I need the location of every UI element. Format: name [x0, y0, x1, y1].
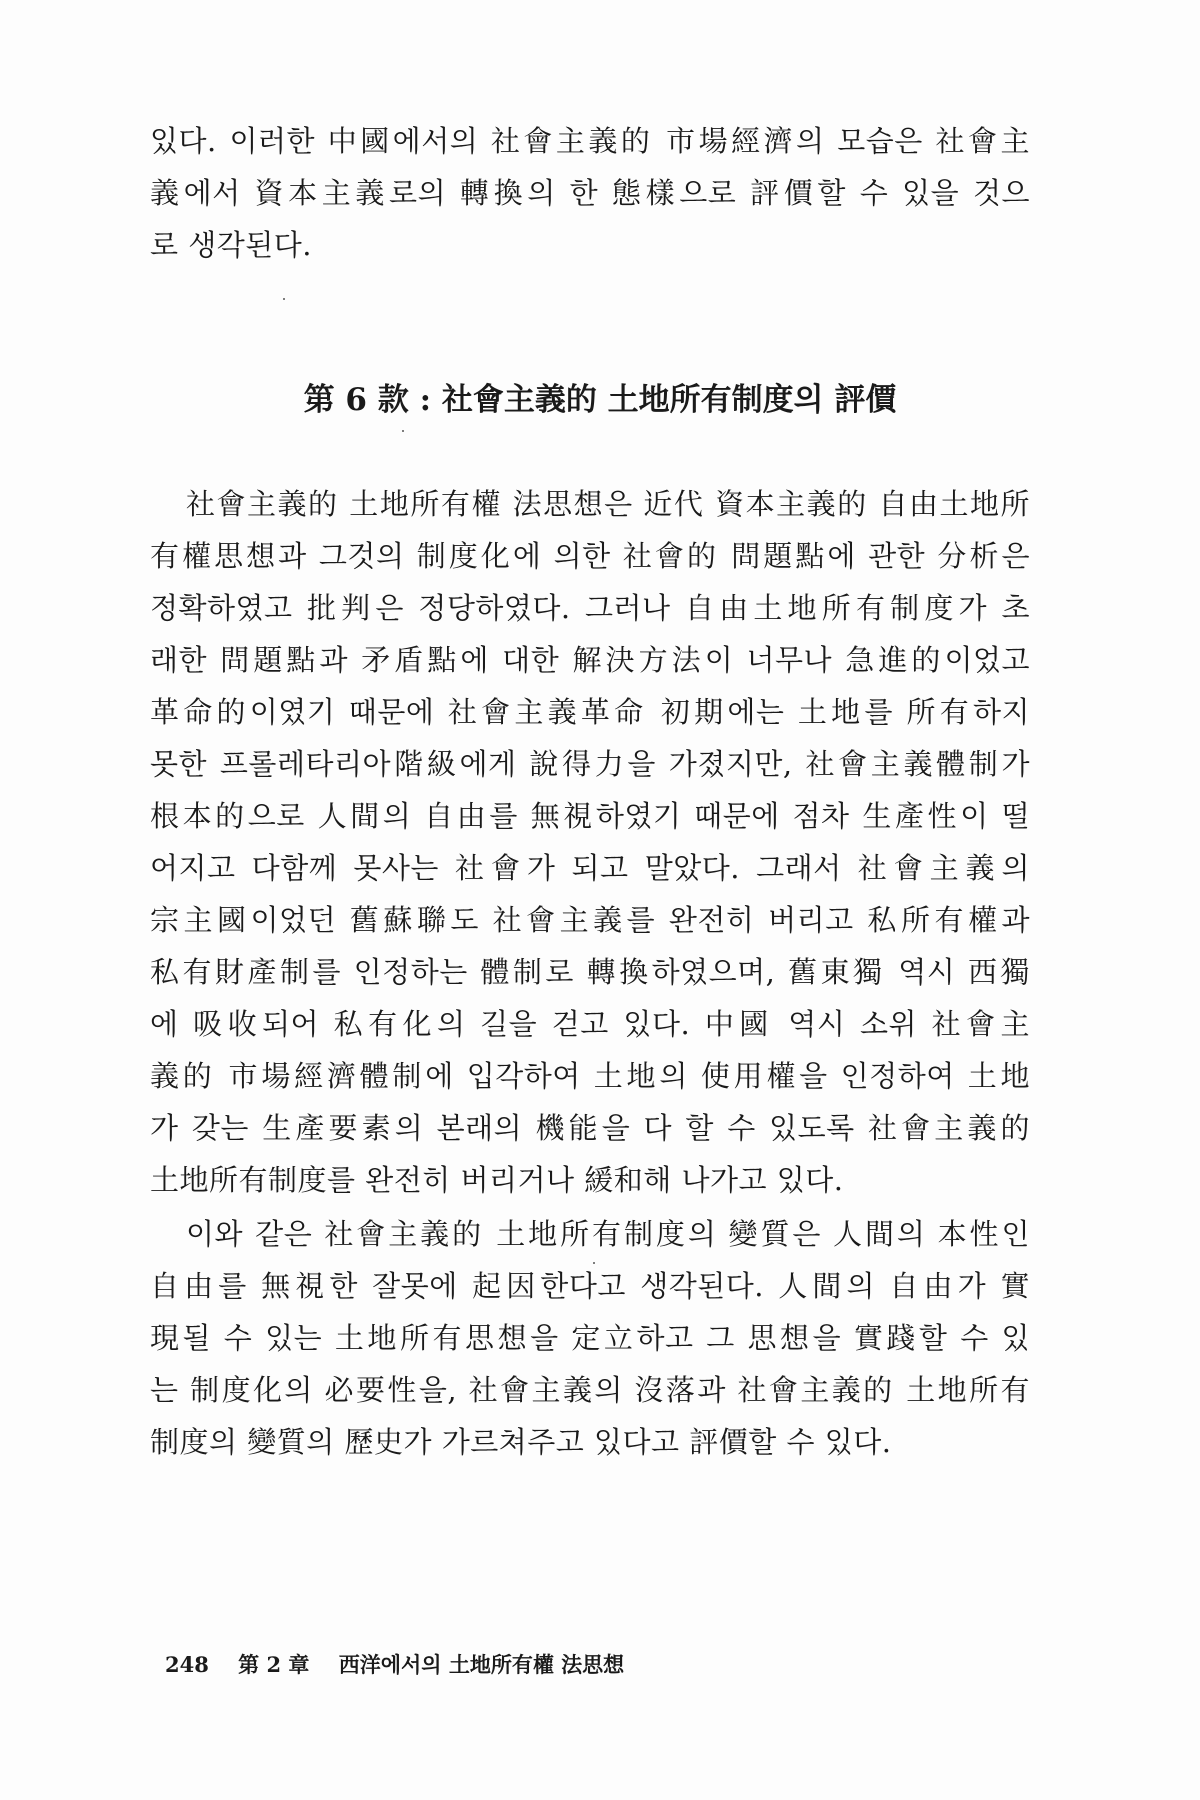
chapter-label: 第 2 章 [238, 1652, 310, 1677]
text-line: 이와 같은 社會主義的 土地所有制度의 變質은 人間의 本性인 [186, 1217, 1030, 1251]
text-line: 有權思想과 그것의 制度化에 의한 社會的 問題點에 관한 分析은 [150, 539, 1030, 573]
text-line: 는 制度化의 必要性을, 社會主義의 沒落과 社會主義的 土地所有 [150, 1373, 1030, 1407]
text-line: 土地所有制度를 완전히 버리거나 緩和해 나가고 있다. [150, 1163, 844, 1197]
text-line: 革命的이였기 때문에 社會主義革命 初期에는 土地를 所有하지 [150, 695, 1030, 729]
text-line: 現될 수 있는 土地所有思想을 定立하고 그 思想을 實踐할 수 있 [150, 1321, 1030, 1355]
text-line: 根本的으로 人間의 自由를 無視하였기 때문에 점차 生產性이 떨 [150, 799, 1030, 833]
text-line: 社會主義的 土地所有權 法思想은 近代 資本主義的 自由土地所 [186, 487, 1030, 521]
text-line: 있다. 이러한 中國에서의 社會主義的 市場經濟의 모습은 社會主 [150, 124, 1030, 158]
intro-paragraph [150, 115, 1030, 271]
text-line: 로 생각된다. [150, 228, 313, 262]
body-paragraph-2 [150, 1208, 1030, 1468]
text-line: 가 갖는 生產要素의 본래의 機能을 다 할 수 있도록 社會主義的 [150, 1111, 1030, 1145]
text-line: 못한 프롤레타리아階級에게 說得力을 가졌지만, 社會主義體制가 [150, 747, 1030, 781]
text-line: 에 吸收되어 私有化의 길을 걷고 있다. 中國 역시 소위 社會主 [150, 1007, 1030, 1041]
text-line: 私有財產制를 인정하는 體制로 轉換하였으며, 舊東獨 역시 西獨 [150, 955, 1030, 989]
text-line: 宗主國이었던 舊蘇聯도 社會主義를 완전히 버리고 私所有權과 [150, 903, 1030, 937]
scan-speck [593, 1262, 595, 1264]
scan-speck [283, 298, 285, 300]
page-footer [165, 1650, 646, 1680]
text-line: 래한 問題點과 矛盾點에 대한 解決方法이 너무나 急進的이었고 [150, 643, 1030, 677]
chapter-title: 西洋에서의 土地所有權 法思想 [338, 1652, 625, 1677]
scan-speck [402, 430, 404, 432]
text-line: 制度의 變質의 歷史가 가르쳐주고 있다고 評價할 수 있다. [150, 1425, 892, 1459]
section-heading: 第 6 款 : 社會主義的 土地所有制度의 評價 [303, 382, 897, 418]
text-line: 義에서 資本主義로의 轉換의 한 態樣으로 評價할 수 있을 것으 [150, 176, 1030, 210]
text-line: 自由를 無視한 잘못에 起因한다고 생각된다. 人間의 自由가 實 [150, 1269, 1030, 1303]
text-line: 어지고 다함께 못사는 社會가 되고 말았다. 그래서 社會主義의 [150, 851, 1030, 885]
body-paragraph-1 [150, 478, 1030, 1206]
page-number: 248 [165, 1652, 209, 1677]
text-line: 정확하였고 批判은 정당하였다. 그러나 自由土地所有制度가 초 [150, 591, 1030, 625]
text-line: 義的 市場經濟體制에 입각하여 土地의 使用權을 인정하여 土地 [150, 1059, 1030, 1093]
